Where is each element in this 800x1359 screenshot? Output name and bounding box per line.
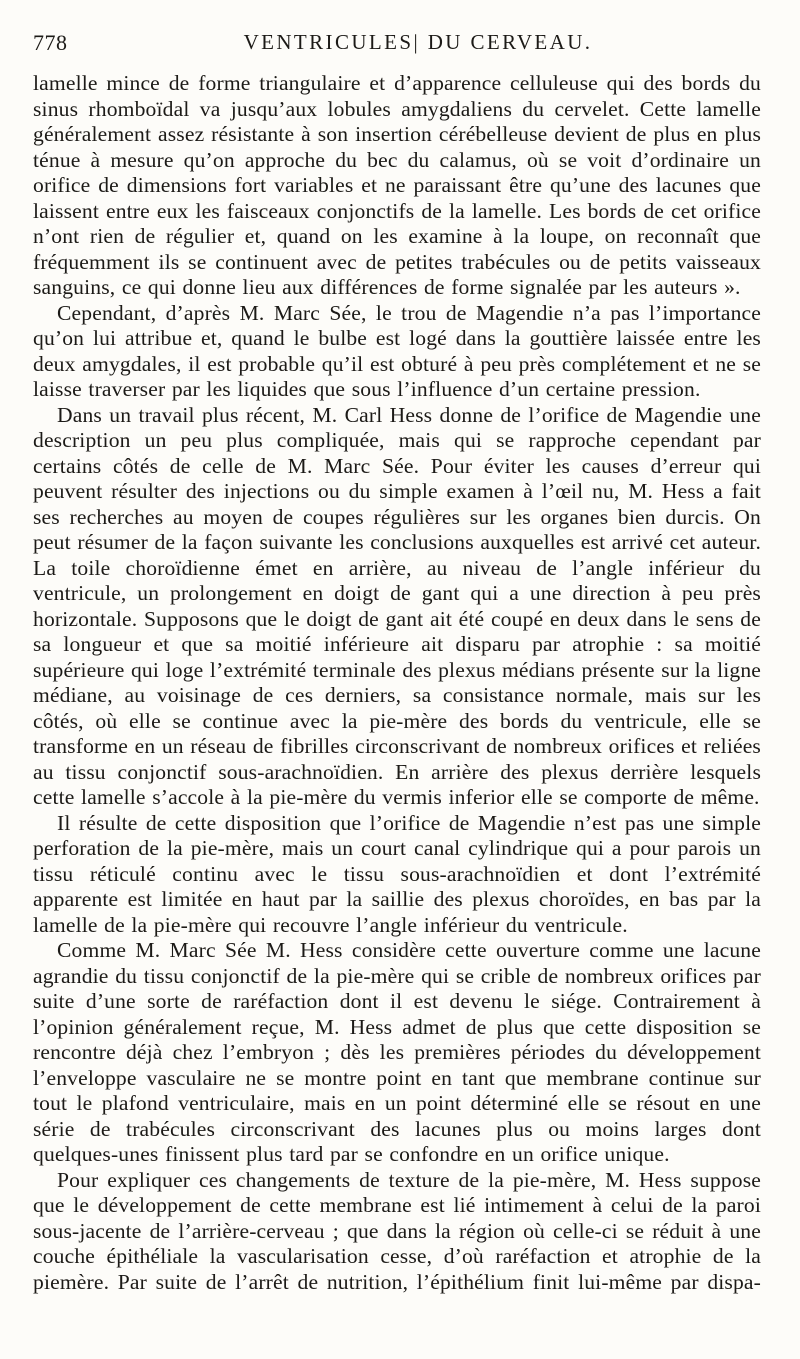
running-header bbox=[33, 30, 773, 60]
running-title: VENTRICULES| DU CERVEAU. bbox=[243, 30, 593, 54]
paragraph-disposition: Il résulte de cette disposition que l’orifice de Magendie n’est pas une simple perforation de la pie-mère, mais un court canal cylindrique qui a pour parois un tissu réticulé continu avec le tissu sous-arachnoïdien et dont l’extrémité apparente est limitée en haut par la saillie des plexus choroïdes, en bas par la lamelle de la pie-mère qui recouvre l’angle inférieur du ventricule. bbox=[33, 810, 761, 937]
paragraph-carl-hess: Dans un travail plus récent, M. Carl Hess donne de l’orifice de Magendie une description un peu plus compliquée, mais qui se rapproche cependant par certains côtés de celle de M. Marc Sée. Pour éviter les causes d’erreur qui peuvent résulter des injections ou du simple examen à l’œil nu, M. Hess a fait ses recherches au moyen de coupes régulières sur les organes bien durcis. On peut résumer de la façon suivante les conclusions auxquelles est arrivé cet auteur. La toile choroïdienne émet en arrière, au niveau de l’angle inférieur du ventricule, un prolongement en doigt de gant qui a une direction à peu près horizontale. Supposons que le doigt de gant ait été coupé en deux dans le sens de sa longueur et que sa moitié inférieure ait disparu par atrophie : sa moitié supérieure qui loge l’extrémité terminale des plexus médians présente sur la ligne médiane, au voisinage de ces derniers, sa consistance normale, mais sur les côtés, où elle se continue avec la pie-mère des bords du ventricule, elle se transforme en un réseau de fibrilles circonscrivant de nombreux orifices et reliées au tissu conjonctif sous-arachnoïdien. En arrière des plexus derrière lesquels cette lamelle s’accole à la pie-mère du vermis inferior elle se comporte de même. bbox=[33, 402, 761, 809]
paragraph-marc-see: Cependant, d’après M. Marc Sée, le trou de Magendie n’a pas l’importance qu’on lui attribue et, quand le bulbe est logé dans la gouttière laissée entre les deux amygdales, il est probable qu’il est obturé à peu près complétement et ne se laisse traverser par les liquides que sous l’influence d’un certaine pression. bbox=[33, 300, 761, 401]
paragraph-texture-changes: Pour expliquer ces changements de texture de la pie-mère, M. Hess suppose que le développement de cette membrane est lié intimement à celui de la paroi sous-jacente de l’arrière-cerveau ; que dans la région où celle-ci se réduit à une couche épithéliale la vascularisation cesse, d’où raréfaction et atrophie de la piemère. Par suite de l’arrêt de nutrition, l’épithélium finit lui-même par dispa- bbox=[33, 1167, 761, 1294]
body-text bbox=[33, 71, 761, 1295]
paragraph-lacune: Comme M. Marc Sée M. Hess considère cette ouverture comme une lacune agrandie du tissu conjonctif de la pie-mère qui se crible de nombreux orifices par suite d’une sorte de raréfaction dont il est devenu le siége. Contrairement à l’opinion généralement reçue, M. Hess admet de plus que cette disposition se rencontre déjà chez l’embryon ; dès les premières périodes du développement l’enveloppe vasculaire ne se montre point en tant que membrane continue sur tout le plafond ventriculaire, mais en un point déterminé elle se résout en une série de trabécules circonscrivant des lacunes plus ou moins larges dont quelques-unes finissent plus tard par se confondre en un orifice unique. bbox=[33, 938, 761, 1166]
paragraph-continuation: lamelle mince de forme triangulaire et d’apparence celluleuse qui des bords du sinus rhomboïdal va jusqu’aux lobules amygdaliens du cervelet. Cette lamelle généralement assez résistante à son insertion cérébelleuse devient de plus en plus ténue à mesure qu’on approche du bec du calamus, où se voit d’ordinaire un orifice de dimensions fort variables et ne paraissant être qu’une des lacunes que laissent entre eux les faisceaux conjonctifs de la lamelle. Les bords de cet orifice n’ont rien de régulier et, quand on les examine à la loupe, on reconnaît que fréquemment ils se continuent avec de petites trabécules ou de petits vaisseaux sanguins, ce qui donne lieu aux différences de forme signalée par les auteurs ». bbox=[33, 71, 761, 299]
page-number: 778 bbox=[33, 30, 68, 55]
